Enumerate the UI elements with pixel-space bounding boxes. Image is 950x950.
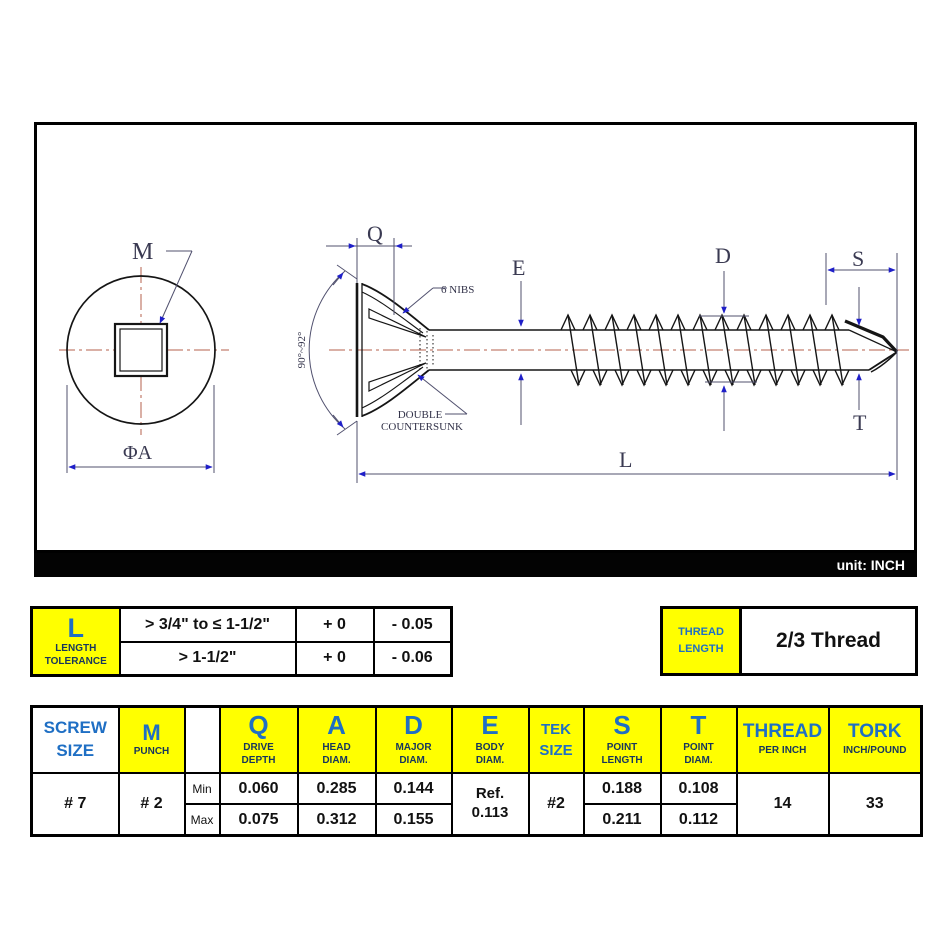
dim-q-label: Q [367, 221, 383, 246]
unit-label: unit: INCH [836, 557, 905, 573]
callout-nibs [403, 284, 474, 313]
value-a-min: 0.285 [298, 773, 376, 804]
dim-d [699, 243, 757, 431]
dim-l-label: L [619, 447, 633, 472]
tolerance-minus-2: - 0.06 [374, 642, 452, 676]
thread-length-header: THREAD LENGTH [663, 609, 742, 673]
value-d-max: 0.155 [376, 804, 452, 836]
screw-drawing [37, 125, 914, 550]
value-m-punch: # 2 [119, 773, 185, 836]
callout-countersunk [381, 375, 467, 433]
drill-point [845, 321, 897, 372]
tolerance-plus-2: + 0 [296, 642, 374, 676]
thread-length-box [660, 606, 918, 676]
value-t-max: 0.112 [661, 804, 737, 836]
value-thread-per-inch: 14 [737, 773, 829, 836]
tolerance-plus-1: + 0 [296, 608, 374, 642]
technical-drawing-panel [34, 122, 917, 577]
value-a-max: 0.312 [298, 804, 376, 836]
col-header-thread-per-inch: THREAD PER INCH [737, 707, 829, 774]
value-q-min: 0.060 [220, 773, 298, 804]
value-tork: 33 [829, 773, 922, 836]
dim-m-label: M [132, 239, 154, 265]
dim-e [512, 255, 525, 425]
unit-bar [34, 553, 917, 577]
tolerance-range-2: > 1-1/2" [120, 642, 296, 676]
col-header-s-point-length: S POINT LENGTH [584, 707, 661, 774]
col-header-e-body-diam: E BODY DIAM. [452, 707, 529, 774]
col-header-q-drive-depth: Q DRIVE DEPTH [220, 707, 298, 774]
dim-t-label: T [853, 410, 867, 435]
value-q-max: 0.075 [220, 804, 298, 836]
col-header-screw-size: SCREW SIZE [32, 707, 119, 774]
col-header-t-point-diam: T POINT DIAM. [661, 707, 737, 774]
countersunk-label-1: DOUBLE [397, 409, 443, 421]
value-tek-size: #2 [529, 773, 584, 836]
dim-q [326, 221, 412, 315]
thread-length-value: 2/3 Thread [775, 629, 882, 652]
tolerance-header-cell [32, 608, 120, 676]
row-label-max: Max [185, 804, 220, 836]
dim-angle [296, 265, 357, 435]
col-header-tork: TORK INCH/POUND [829, 707, 922, 774]
tolerance-label: LENGTH TOLERANCE [44, 643, 107, 667]
dim-e-label: E [512, 255, 526, 280]
spec-table [30, 705, 923, 837]
col-header-m-punch: M PUNCH [119, 707, 185, 774]
drawing-frame [34, 122, 917, 553]
col-header-d-major-diam: D MAJOR DIAM. [376, 707, 452, 774]
tolerance-minus-1: - 0.05 [374, 608, 452, 642]
col-header-a-head-diam: A HEAD DIAM. [298, 707, 376, 774]
countersunk-label-2: COUNTERSUNK [381, 421, 463, 433]
value-s-max: 0.211 [584, 804, 661, 836]
dim-s-label: S [852, 246, 865, 271]
dim-angle-label: 90°~92° [296, 331, 308, 369]
row-label-min: Min [185, 773, 220, 804]
col-header-minmax [185, 707, 220, 774]
dim-s [826, 246, 897, 480]
tolerance-range-1: > 3/4" to ≤ 1-1/2" [120, 608, 296, 642]
value-t-min: 0.108 [661, 773, 737, 804]
length-tolerance-table [30, 606, 453, 677]
dim-d-label: D [715, 243, 731, 268]
value-e-ref: Ref. 0.113 [452, 773, 529, 836]
nibs-label: 6 NIBS [441, 284, 475, 296]
value-d-min: 0.144 [376, 773, 452, 804]
col-header-tek-size: TEK SIZE [529, 707, 584, 774]
dim-phi-a-label: ΦA [123, 442, 153, 464]
dim-t [853, 287, 867, 435]
value-s-min: 0.188 [584, 773, 661, 804]
tolerance-symbol: L [67, 613, 84, 643]
value-screw-size: # 7 [32, 773, 119, 836]
